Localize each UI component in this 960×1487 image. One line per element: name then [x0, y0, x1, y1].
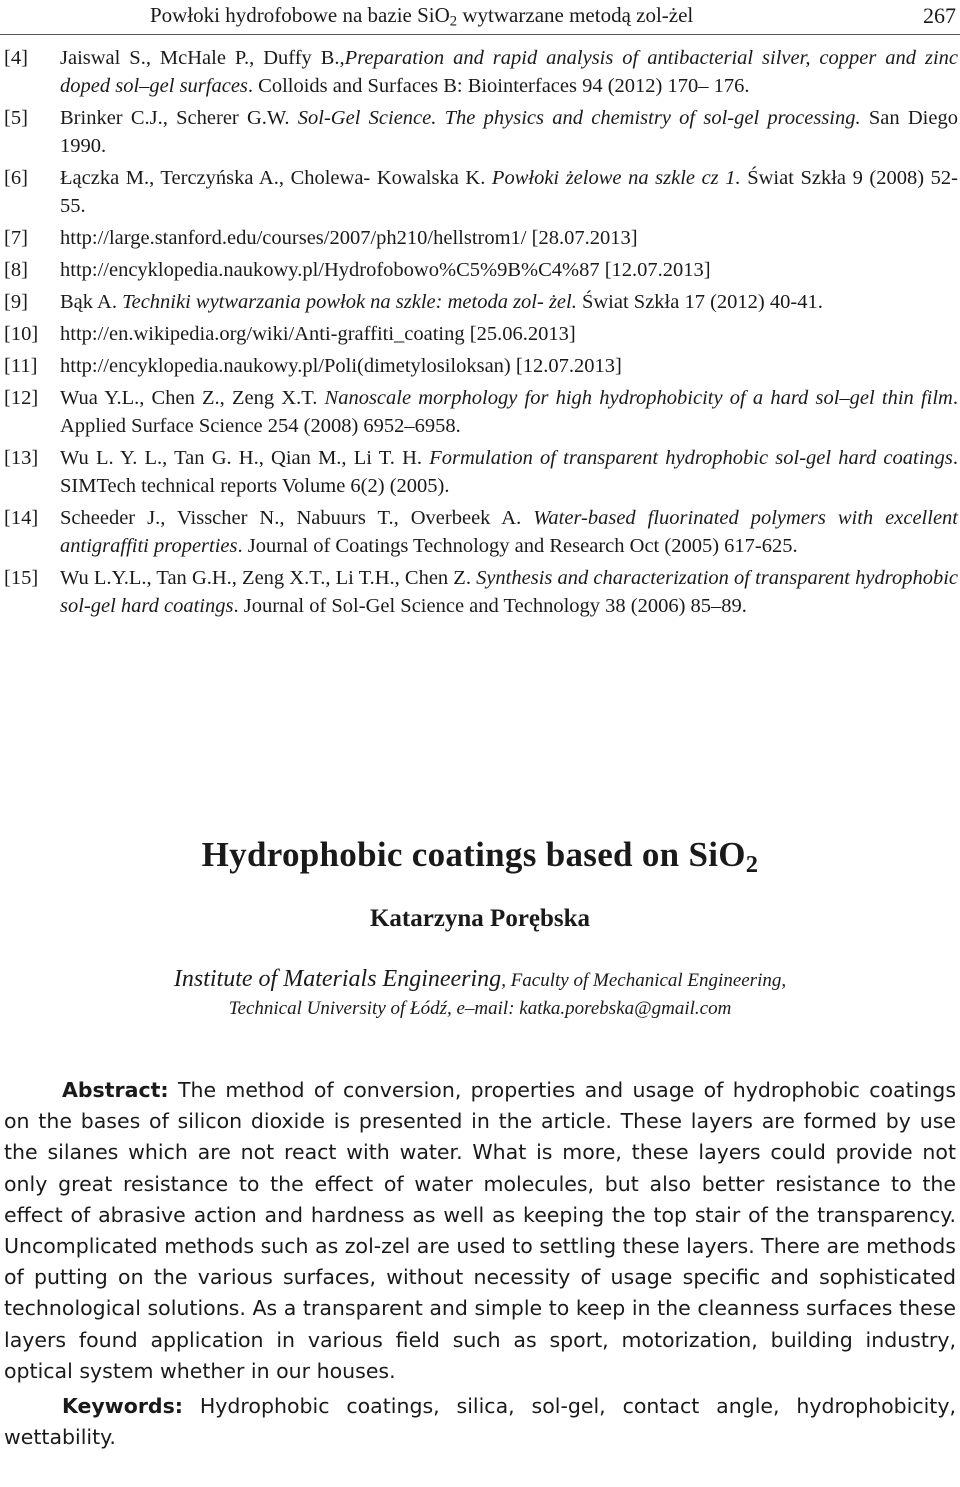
- abstract-label: Abstract:: [62, 1078, 169, 1102]
- reference-number: [10]: [4, 323, 39, 345]
- reference-title-italic: Nanoscale morphology for high hydrophobicity of a hard sol–gel thin film: [324, 387, 953, 409]
- reference-text-part: . SIMTech technical reports Volume 6(2) (2005).: [60, 447, 958, 497]
- reference-title-italic: Synthesis and characterization of transparent hydrophobic sol-gel hard coatings: [60, 567, 958, 617]
- reference-text-part: Wu L. Y. L., Tan G. H., Qian M., Li T. H.: [60, 447, 430, 469]
- reference-text: [60, 444, 958, 500]
- reference-text-part: Wu L.Y.L., Tan G.H., Zeng X.T., Li T.H., Chen Z.: [60, 567, 477, 589]
- reference-text-part: Brinker C.J., Scherer G.W.: [60, 107, 298, 129]
- reference-number: [5]: [4, 107, 28, 129]
- reference-text-part: Łączka M., Terczyńska A., Cholewa- Kowalska K.: [60, 167, 492, 189]
- reference-item: [0, 320, 958, 348]
- reference-text-part: . Applied Surface Science 254 (2008) 6952–6958.: [60, 387, 958, 437]
- reference-title-italic: Powłoki żelowe na szkle cz 1.: [491, 167, 741, 189]
- reference-text-part: . Colloids and Surfaces B: Biointerfaces 94 (2012) 170– 176.: [247, 75, 750, 97]
- reference-item: [0, 444, 958, 500]
- reference-text-part: San Diego 1990.: [60, 107, 958, 157]
- reference-text: [60, 256, 958, 284]
- abstract-text: The method of conversion, properties and usage of hydrophobic coatings on the bases of silicon dioxide is presented in the article. These layers are formed by use the silanes which are not react with water. What is more, these layers could provide not only great resistance to the effect of water molecules, but also better resistance to the effect of abrasive action and hardness as well as keeping the top stair of the transparency. Uncomplicated methods such as zol-zel are used to settling these layers. There are methods of putting on the various surfaces, without necessity of usage specific and sophisticated technological solutions. As a transparent and simple to keep in the cleanness surfaces these layers found application in various field such as sport, motorization, building industry, optical system whether in our houses.: [4, 1078, 956, 1383]
- reference-text-part: http://encyklopedia.naukowy.pl/Poli(dimetylosiloksan) [12.07.2013]: [60, 355, 622, 377]
- reference-title-italic: Preparation and rapid analysis of antibacterial silver, copper and zinc doped sol–gel surfaces: [60, 47, 958, 97]
- reference-text-part: Bąk A.: [60, 291, 123, 313]
- reference-text: [60, 320, 958, 348]
- reference-text: [60, 104, 958, 160]
- reference-title-italic: Water-based fluorinated polymers with excellent antigraffiti properties: [60, 507, 958, 557]
- reference-item: [0, 352, 958, 380]
- reference-text: [60, 352, 958, 380]
- affiliation-line-2: Technical University of Łódź, e–mail: katka.porebska@gmail.com: [228, 998, 732, 1019]
- reference-text: [60, 564, 958, 620]
- article-title: Hydrophobic coatings based on SiO$_2$: [201, 835, 759, 879]
- reference-title-italic: Sol-Gel Science. The physics and chemistry of sol-gel processing.: [297, 107, 861, 129]
- reference-text: [60, 288, 958, 316]
- reference-text: [60, 164, 958, 220]
- reference-number: [6]: [4, 167, 28, 189]
- reference-text-part: . Journal of Sol-Gel Science and Technology 38 (2006) 85–89.: [233, 595, 747, 617]
- reference-text: [60, 44, 958, 100]
- affiliation-line-1: Institute of Materials Engineering, Faculty of Mechanical Engineering,: [173, 966, 787, 992]
- abstract-paragraph: [4, 1075, 956, 1387]
- reference-number: [9]: [4, 291, 28, 313]
- reference-number: [4]: [4, 47, 28, 69]
- running-header: [0, 0, 960, 35]
- reference-item: [0, 164, 958, 220]
- reference-item: [0, 384, 958, 440]
- abstract-section: [4, 1075, 956, 1453]
- reference-number: [11]: [4, 355, 38, 377]
- running-title: Powłoki hydrofobowe na bazie SiO$_2$ wytwarzane metodą zol-żel: [150, 3, 694, 30]
- keywords-paragraph: [4, 1391, 956, 1453]
- reference-number: [12]: [4, 387, 39, 409]
- reference-item: [0, 564, 958, 620]
- reference-text-part: . Journal of Coatings Technology and Research Oct (2005) 617-625.: [237, 535, 798, 557]
- reference-text: [60, 504, 958, 560]
- reference-number: [14]: [4, 507, 39, 529]
- reference-text-part: Jaiswal S., McHale P., Duffy B.,: [60, 47, 345, 69]
- reference-item: [0, 44, 958, 100]
- keywords-label: Keywords:: [62, 1394, 183, 1419]
- reference-item: [0, 288, 958, 316]
- reference-text-part: http://large.stanford.edu/courses/2007/ph210/hellstrom1/ [28.07.2013]: [60, 227, 638, 249]
- reference-text-part: Wua Y.L., Chen Z., Zeng X.T.: [60, 387, 325, 409]
- reference-number: [8]: [4, 259, 28, 281]
- reference-number: [15]: [4, 567, 39, 589]
- author-name: Katarzyna Porębska: [369, 905, 591, 932]
- keywords-text: Hydrophobic coatings, silica, sol-gel, contact angle, hydrophobicity, wettability.: [4, 1394, 956, 1450]
- reference-list: [0, 44, 958, 624]
- reference-item: [0, 104, 958, 160]
- reference-text-part: http://en.wikipedia.org/wiki/Anti-graffiti_coating [25.06.2013]: [60, 323, 576, 345]
- reference-text: [60, 224, 958, 252]
- reference-text-part: http://encyklopedia.naukowy.pl/Hydrofobowo%C5%9B%C4%87 [12.07.2013]: [60, 259, 711, 281]
- reference-title-italic: Techniki wytwarzania powłok na szkle: metoda zol- żel.: [122, 291, 577, 313]
- reference-item: [0, 224, 958, 252]
- reference-text-part: Świat Szkła 9 (2008) 52-55.: [60, 167, 958, 217]
- reference-text: [60, 384, 958, 440]
- reference-text-part: Scheeder J., Visscher N., Nabuurs T., Overbeek A.: [60, 507, 534, 529]
- reference-number: [7]: [4, 227, 28, 249]
- reference-number: [13]: [4, 447, 39, 469]
- page-number: 267: [923, 3, 956, 28]
- reference-item: [0, 504, 958, 560]
- reference-text-part: Świat Szkła 17 (2012) 40-41.: [576, 291, 823, 313]
- reference-title-italic: Formulation of transparent hydrophobic sol-gel hard coatings: [429, 447, 953, 469]
- reference-item: [0, 256, 958, 284]
